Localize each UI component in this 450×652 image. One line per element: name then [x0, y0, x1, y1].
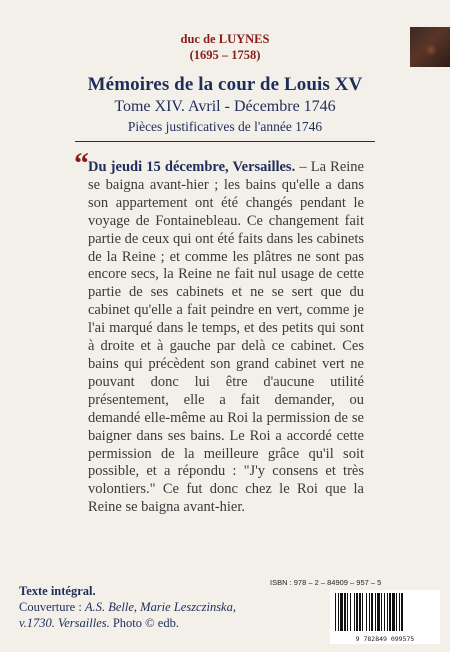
barcode-bar: [375, 593, 376, 631]
credits-block: [19, 583, 319, 631]
cover-thumbnail: [410, 27, 450, 67]
cover-credit: [19, 599, 259, 631]
barcode-bar: [384, 593, 385, 631]
barcode-bar: [369, 593, 370, 631]
excerpt-lead: Du jeudi 15 décembre, Versailles.: [88, 159, 296, 175]
barcode-bar: [377, 593, 380, 631]
excerpt-text: [88, 159, 364, 517]
book-title: Mémoires de la cour de Louis XV: [87, 74, 363, 95]
book-subtitle: Tome XIV. Avril - Décembre 1746: [114, 98, 336, 115]
integral-note: Texte intégral.: [19, 584, 96, 598]
barcode-bar: [338, 593, 339, 631]
barcode-bar: [362, 593, 363, 631]
barcode-bar: [389, 593, 391, 631]
barcode-bar: [354, 593, 355, 631]
barcode-digits: 9 782849 099575: [355, 635, 415, 643]
author-name: duc de LUYNES: [180, 32, 270, 46]
book-subtitle-2: Pièces justificatives de l'année 1746: [127, 119, 323, 134]
quote-mark: “: [74, 147, 89, 180]
title-rule: [75, 141, 375, 142]
barcode-bar: [335, 593, 336, 631]
barcode-bar: [399, 593, 400, 631]
isbn-text: ISBN : 978 – 2 – 84909 – 957 – 5: [270, 578, 382, 587]
barcode-bar: [347, 593, 348, 631]
barcode-bar: [359, 593, 361, 631]
barcode-bar: [396, 593, 397, 631]
barcode-bar: [387, 593, 388, 631]
barcode-bar: [356, 593, 358, 631]
author-dates: (1695 – 1758): [189, 48, 261, 62]
excerpt-body: – La Reine se baigna avant-hier ; les bains qu'elle a dans son appartement ont été changés pendant le voyage de Fontainebleau. Ce changement fait partie de ceux qui ont été faits dans les cabinets de la Reine ; et comme les plâtres ne sont pas encore secs, la Reine ne fait nul usage de cette partie de ses cabinets et ne se sert que du cabinet qu'elle a fait peindre en vert, comme je l'ai marqué dans le temps, et des petits qui sont à droite et à gauche par delà ce cabinet. Ces bains qui précèdent son grand cabinet vert ne pouvant donc lui être d'aucune utilité présentement, elle a fait demander, ou demandé elle-même au Roi la permission de se baigner dans ses bains. Le Roi a accordé cette permission de la meilleure grâce qu'il soit possible, et a répondu : "J'y consens et très volontiers." Ce fut donc chez le Roi que la Reine se baigna avant-hier.: [88, 159, 364, 516]
cover-prefix: Couverture :: [19, 600, 85, 614]
barcode-bar: [401, 593, 403, 631]
barcode-bars: [333, 593, 437, 633]
barcode-bar: [392, 593, 395, 631]
barcode: [330, 590, 440, 644]
barcode-bar: [350, 593, 351, 631]
barcode-bar: [381, 593, 382, 631]
barcode-bar: [371, 593, 373, 631]
barcode-bar: [344, 593, 346, 631]
barcode-bar: [366, 593, 367, 631]
barcode-bar: [340, 593, 343, 631]
photo-credit: Photo © edb.: [109, 616, 179, 630]
cover-credit-text: A.S. Belle, Marie Leszczinska, v.1730. Versailles.: [19, 600, 236, 630]
